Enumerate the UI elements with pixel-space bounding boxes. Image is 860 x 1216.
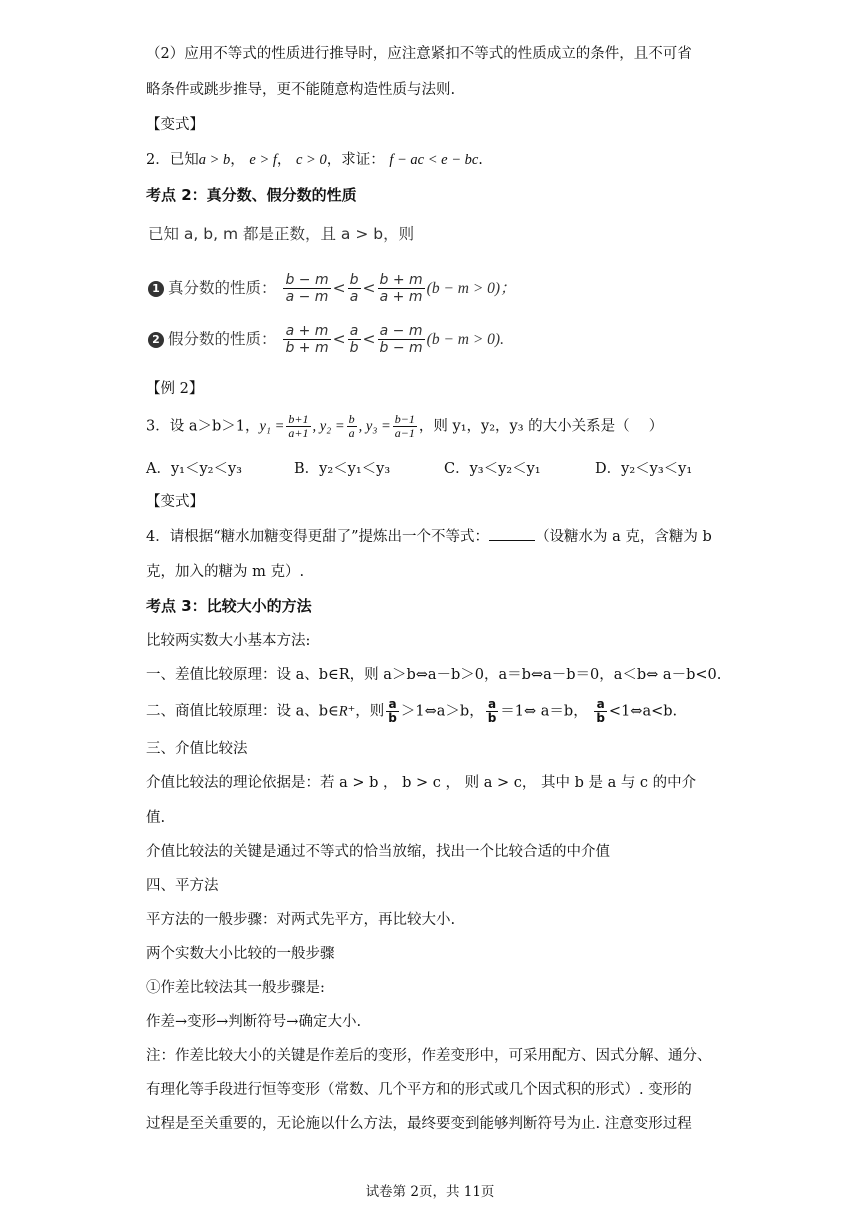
section-label: 【例 2】 xyxy=(146,381,204,397)
property-intro: 已知 a, b, m 都是正数，且 a > b，则 xyxy=(148,225,415,243)
property-condition: (b − m > 0)； xyxy=(426,280,516,297)
answer-blank[interactable] xyxy=(489,526,535,541)
q4-text: （设糖水为 a 克，含糖为 b xyxy=(535,529,712,545)
q2-cond: c > 0 xyxy=(296,152,327,168)
fraction: $\frac{a}{b}$ xyxy=(388,697,397,725)
question-3: 3．设 a＞b＞1，y₁ = $\frac{b+1}{a+1}$ , y₂ = $\frac{b}{a}$ , y₃ = $\frac{b-1}{a-1}$ ，则 y₁，y₂，y₃ 的大小关系是（ ） xyxy=(146,412,664,440)
text-line: 克，加入的糖为 m 克）. xyxy=(146,564,305,580)
q2-claim: f − ac < e − bc xyxy=(389,152,479,168)
improper-fraction-property: 2 假分数的性质： $\frac{a + m}{b + m}$ < $\frac{a}{b}$ < $\frac{a - m}{b - m}$ (b − m > 0). xyxy=(148,323,504,356)
q2-cond: a > b xyxy=(198,152,231,168)
fraction: $\frac{a}{b}$ xyxy=(487,697,497,725)
text-line: 有理化等手段进行恒等变形（常数、几个平方和的形式或几个因式积的形式）. 变形的 xyxy=(146,1082,692,1098)
text-line: 三、介值比较法 xyxy=(146,741,248,757)
text-line: 作差→变形→判断符号→确定大小. xyxy=(146,1014,362,1030)
text-line: 一、差值比较原理：设 a、b∈R，则 a＞b⇔a－b＞0，a＝b⇔a－b＝0，a＜b⇔ a－b<0. xyxy=(146,667,722,683)
q2-cond: e > f xyxy=(249,152,277,168)
text-line: 比较两实数大小基本方法: xyxy=(146,633,311,649)
fraction: $\frac{a - m}{b - m}$ xyxy=(379,323,423,356)
text-line: （2）应用不等式的性质进行推导时，应注意紧扣不等式的性质成立的条件，且不可省 xyxy=(146,46,692,62)
proper-fraction-property: 1 真分数的性质： $\frac{b - m}{a - m}$ < $\frac{b}{a}$ < $\frac{b + m}{a + m}$ (b − m > 0)； xyxy=(148,272,516,305)
number-2-icon: 2 xyxy=(148,332,164,348)
text-line: 值. xyxy=(146,810,166,826)
page-footer: 试卷第 2页，共 11页 xyxy=(365,1184,495,1200)
option-b: B．y₂＜y₁＜y₃ xyxy=(294,461,391,477)
section-label: 【变式】 xyxy=(146,117,204,133)
q3-suffix: ，则 y₁，y₂，y₃ 的大小关系是（ ） xyxy=(418,418,664,435)
property-label: 假分数的性质： xyxy=(168,330,277,348)
property-label: 真分数的性质： xyxy=(168,279,277,297)
option-c: C．y₃＜y₂＜y₁ xyxy=(444,461,541,477)
option-d: D．y₂＜y₃＜y₁ xyxy=(595,461,693,477)
fraction: $\frac{b+1}{a+1}$ xyxy=(288,412,309,440)
property-condition: (b − m > 0). xyxy=(426,331,504,348)
q4-text: 4．请根据“糖水加糖变得更甜了”提炼出一个不等式： xyxy=(146,529,490,545)
question-2: 2．已知a > b， e > f， c > 0，求证： f − ac < e − bc. xyxy=(146,152,483,168)
quotient-comparison-line: 二、商值比较原理：设 a、b∈R⁺，则 $\frac{a}{b}$ ＞1⇔a＞b， $\frac{a}{b}$ ＝1⇔ a＝b， $\frac{a}{b}$ <1⇔a<b. xyxy=(146,697,678,725)
text-line: 介值比较法的关键是通过不等式的恰当放缩，找出一个比较合适的中介值 xyxy=(146,844,610,860)
number-1-icon: 1 xyxy=(148,281,164,297)
fraction: $\frac{a}{b}$ xyxy=(596,697,605,725)
fraction: $\frac{b}{a}$ xyxy=(349,272,359,305)
section-label: 【变式】 xyxy=(146,494,204,510)
q3-prefix: 3．设 a＞b＞1， xyxy=(146,418,260,435)
fraction: $\frac{b + m}{a + m}$ xyxy=(379,272,423,305)
question-4 xyxy=(146,526,712,548)
q2-prefix: 2．已知 xyxy=(146,152,199,168)
option-a: A．y₁＜y₂＜y₃ xyxy=(146,461,242,477)
section-heading: 考点 3：比较大小的方法 xyxy=(146,597,312,615)
q2-mid: ，求证： xyxy=(326,152,385,168)
text-line: 四、平方法 xyxy=(146,878,219,894)
fraction: $\frac{b-1}{a-1}$ xyxy=(394,412,415,440)
text-line: 平方法的一般步骤：对两式先平方，再比较大小. xyxy=(146,912,456,928)
text-line: 注：作差比较大小的关键是作差后的变形，作差变形中，可采用配方、因式分解、通分、 xyxy=(146,1048,712,1064)
text-line: 略条件或跳步推导，更不能随意构造性质与法则. xyxy=(146,82,456,98)
fraction: $\frac{a + m}{b + m}$ xyxy=(285,323,329,356)
text-line: ①作差比较法其一般步骤是: xyxy=(146,980,325,996)
text-line: 过程是至关重要的，无论施以什么方法，最终要变到能够判断符号为止. 注意变形过程 xyxy=(146,1116,692,1132)
text-line: 介值比较法的理论依据是：若 a > b ， b > c ， 则 a > c， 其中 b 是 a 与 c 的中介 xyxy=(146,775,697,791)
text-line: 两个实数大小比较的一般步骤 xyxy=(146,946,335,962)
fraction: $\frac{b}{a}$ xyxy=(348,412,355,440)
section-heading: 考点 2：真分数、假分数的性质 xyxy=(146,186,357,204)
fraction: $\frac{a}{b}$ xyxy=(349,323,359,356)
fraction: $\frac{b - m}{a - m}$ xyxy=(285,272,329,305)
